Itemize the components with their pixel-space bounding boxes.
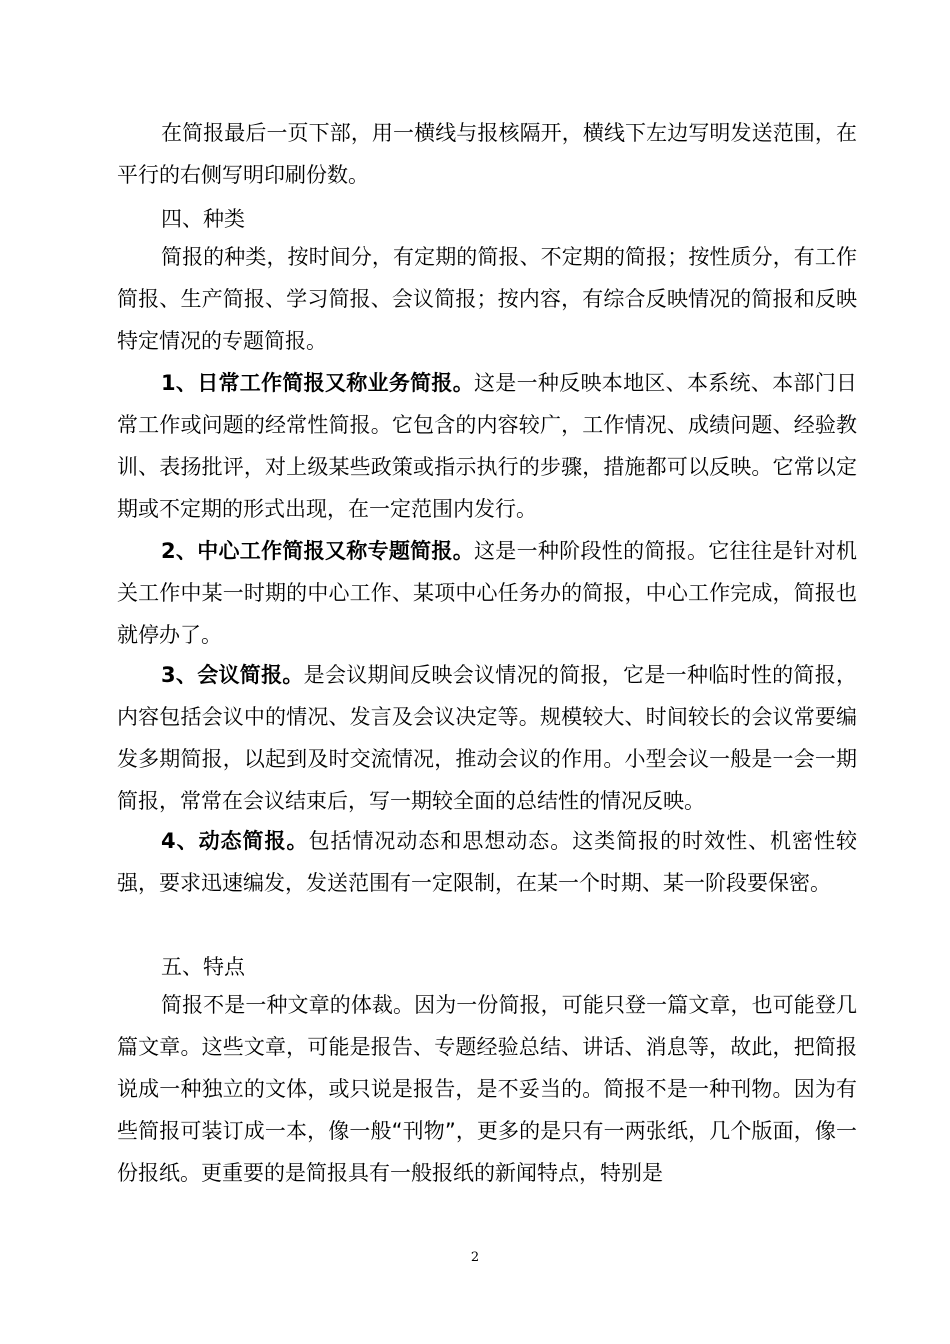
paragraph-dynamic-briefing	[117, 820, 857, 904]
paragraph-distribution: 在简报最后一页下部，用一横线与报核隔开，横线下左边写明发送范围，在平行的右侧写明印刷份数。	[117, 121, 857, 187]
desc-meeting-briefing: 是会议期间反映会议情况的简报，它是一种临时性的简报，内容包括会议中的情况、发言及会议决定等。规模较大、时间较长的会议常要编发多期简报，以起到及时交流情况，推动会议的作用。小型会议一般是一会一期简报，常常在会议结束后，写一期较全面的总结性的情况反映。	[117, 663, 857, 813]
paragraph-central-work-briefing	[117, 530, 857, 656]
term-daily-work-briefing: 1、日常工作简报又称业务简报。	[161, 371, 475, 395]
term-central-work-briefing: 2、中心工作简报又称专题简报。	[161, 539, 475, 563]
paragraph-daily-work-briefing	[117, 362, 857, 530]
section-heading-types: 四、种类	[161, 207, 245, 231]
desc-dynamic-briefing: 包括情况动态和思想动态。这类简报的时效性、机密性较强，要求迅速编发，发送范围有一定限制，在某一个时期、某一阶段要保密。	[117, 829, 857, 895]
paragraph-types-overview: 简报的种类，按时间分，有定期的简报、不定期的简报；按性质分，有工作简报、生产简报、学习简报、会议简报；按内容，有综合反映情况的简报和反映特定情况的专题简报。	[117, 245, 857, 353]
desc-daily-work-briefing: 这是一种反映本地区、本系统、本部门日常工作或问题的经常性简报。它包含的内容较广，工作情况、成绩问题、经验教训、表扬批评，对上级某些政策或指示执行的步骤，措施都可以反映。它常以定期或不定期的形式出现，在一定范围内发行。	[117, 371, 857, 521]
term-meeting-briefing: 3、会议简报。	[161, 663, 304, 687]
paragraph-features: 简报不是一种文章的体裁。因为一份简报，可能只登一篇文章，也可能登几篇文章。这些文章，可能是报告、专题经验总结、讲话、消息等，故此，把简报说成一种独立的文体，或只说是报告，是不妥当的。简报不是一种刊物。因为有些简报可装订成一本，像一般“刊物”，更多的是只有一两张纸，几个版面，像一份报纸。更重要的是简报具有一般报纸的新闻特点，特别是	[117, 993, 857, 1185]
page-number: 2	[470, 1250, 480, 1265]
paragraph-meeting-briefing	[117, 654, 857, 822]
term-dynamic-briefing: 4、动态简报。	[161, 829, 309, 853]
desc-central-work-briefing: 这是一种阶段性的简报。它往往是针对机关工作中某一时期的中心工作、某项中心任务办的简报，中心工作完成，简报也就停办了。	[117, 539, 857, 647]
section-heading-features: 五、特点	[161, 955, 245, 979]
